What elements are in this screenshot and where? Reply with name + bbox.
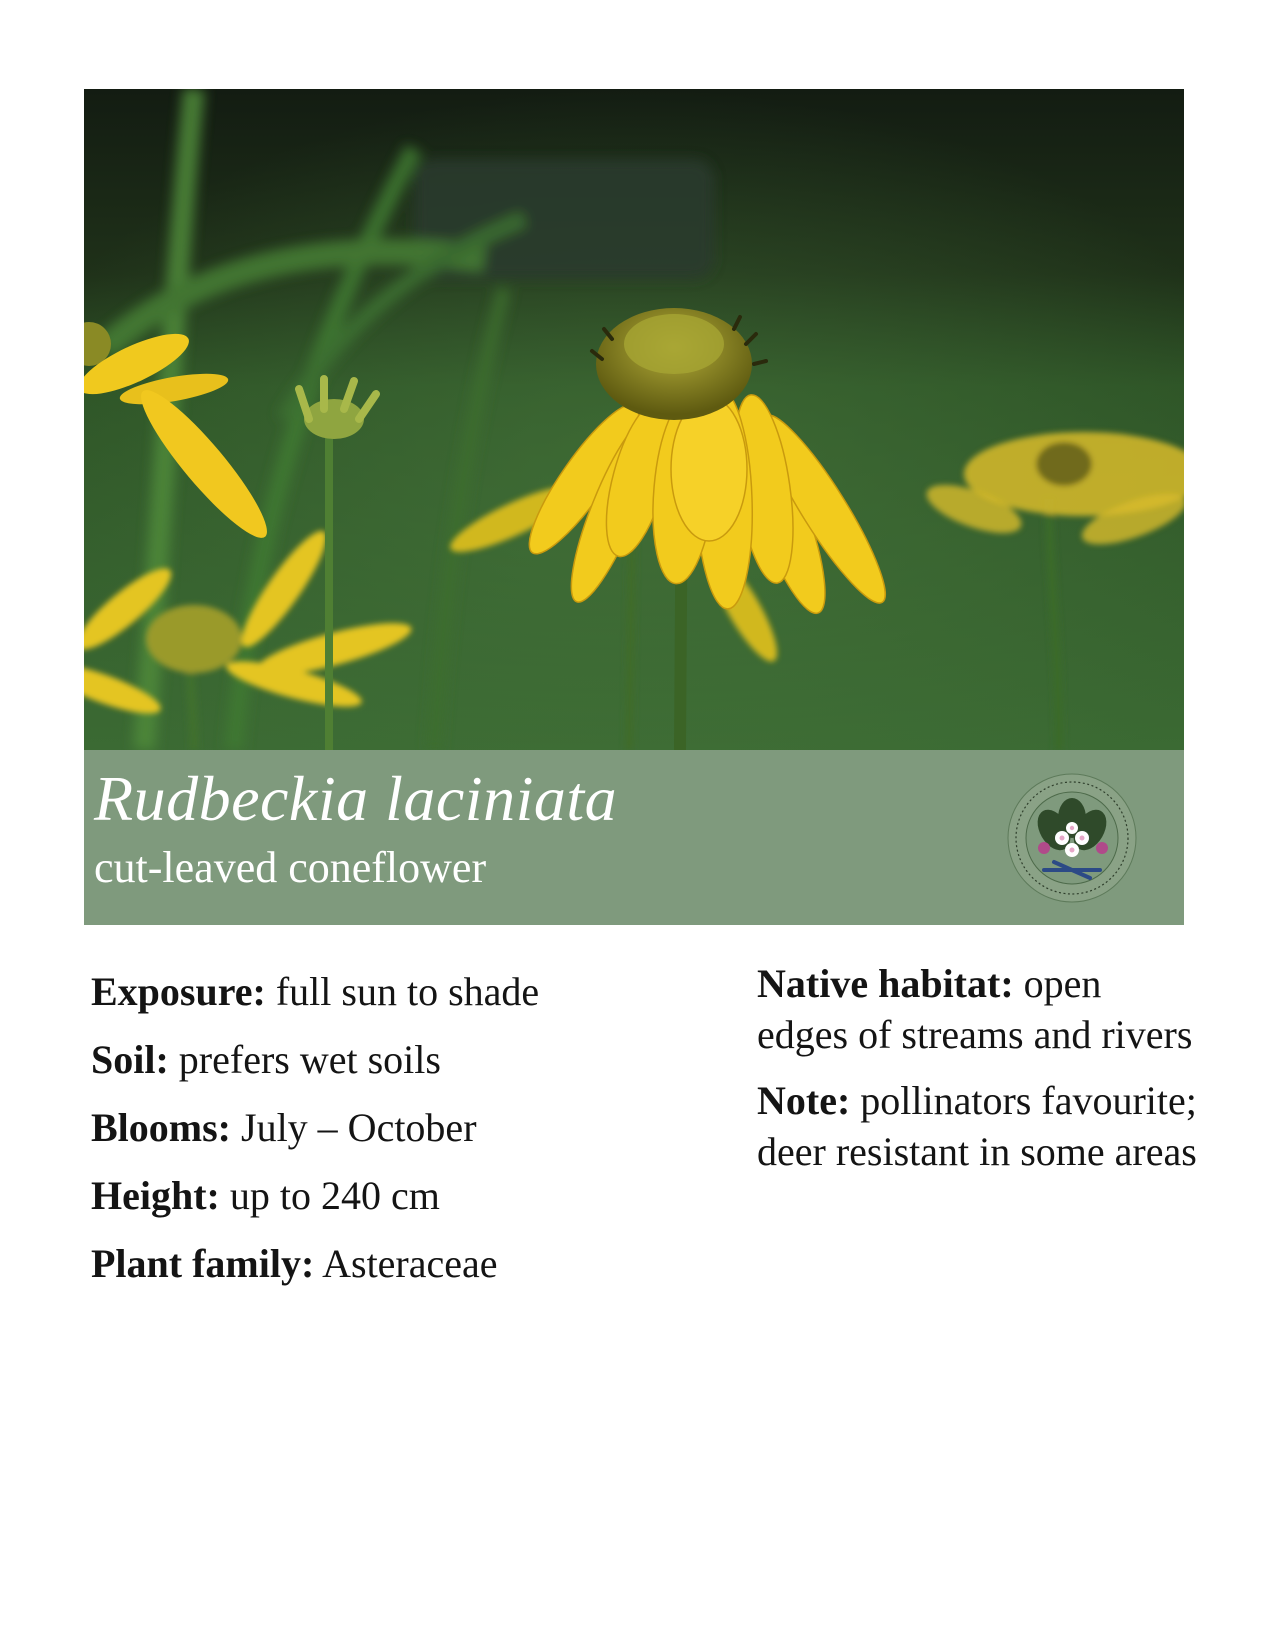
fact-value: up to 240 cm	[229, 1173, 440, 1218]
scientific-name: Rudbeckia laciniata	[94, 763, 618, 834]
fact-label: Native habitat:	[757, 961, 1014, 1006]
fact-exposure	[91, 958, 701, 1026]
botanical-gardens-logo	[1004, 770, 1140, 906]
plant-card	[84, 89, 1184, 925]
fact-label: Height:	[91, 1173, 220, 1218]
fact-plant-family	[91, 1230, 701, 1298]
fact-note	[757, 1075, 1197, 1177]
facts-left-column	[91, 958, 701, 1298]
flower-photo	[84, 89, 1184, 750]
name-banner	[84, 750, 1184, 925]
fact-label: Blooms:	[91, 1105, 231, 1150]
fact-label: Plant family:	[91, 1241, 315, 1286]
fact-label: Soil:	[91, 1037, 169, 1082]
fact-value: July – October	[241, 1105, 477, 1150]
fact-label: Note:	[757, 1078, 851, 1123]
fact-height	[91, 1162, 701, 1230]
common-name: cut-leaved coneflower	[94, 843, 487, 892]
fact-value: pollinators favourite; deer resistant in some areas	[757, 1078, 1197, 1174]
fact-value: open edges of streams and rivers	[757, 961, 1193, 1057]
fact-label: Exposure:	[91, 969, 266, 1014]
fact-blooms	[91, 1094, 701, 1162]
fact-soil	[91, 1026, 701, 1094]
fact-value: prefers wet soils	[178, 1037, 441, 1082]
fact-value: full sun to shade	[275, 969, 540, 1014]
fact-value: Asteraceae	[322, 1241, 498, 1286]
fact-native-habitat	[757, 958, 1197, 1060]
coneflower-illustration	[84, 89, 1184, 750]
facts-right-column	[757, 958, 1197, 1192]
